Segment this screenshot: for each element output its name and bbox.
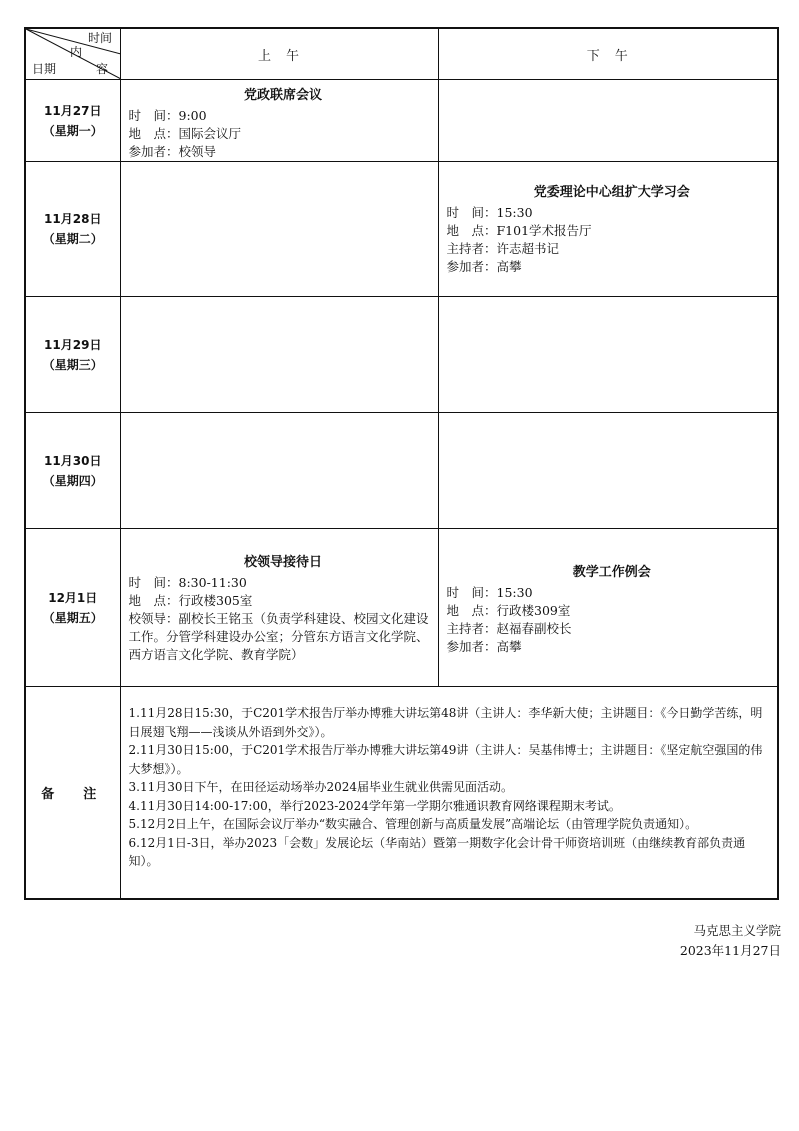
weekday-label: （星期一） [42, 123, 103, 138]
weekday-label: （星期五） [42, 610, 103, 625]
date-label: 11月28日 [44, 212, 102, 226]
issue-date: 2023年11月27日 [679, 943, 781, 958]
issuing-organization: 马克思主义学院 [693, 923, 781, 938]
afternoon-cell [438, 413, 778, 529]
diagonal-header-cell [25, 28, 120, 80]
event-location: 地 点：F101学术报告厅 [446, 223, 592, 238]
event-location: 地 点：行政楼305室 [128, 593, 253, 608]
day-row [25, 297, 778, 413]
event-time: 时 间：8:30-11:30 [128, 575, 247, 590]
event-attendees: 参加者：高攀 [446, 639, 522, 654]
event-time: 时 间：9:00 [128, 108, 207, 123]
date-cell [25, 529, 120, 687]
morning-cell [120, 162, 438, 297]
event-title: 党委理论中心组扩大学习会 [533, 185, 690, 200]
event-attendees: 参加者：高攀 [446, 259, 522, 274]
afternoon-header: 下 午 [438, 28, 778, 80]
header-row [25, 28, 778, 80]
day-row [25, 162, 778, 297]
event-host: 主持者：许志超书记 [446, 241, 560, 256]
diag-date-label: 日期 [32, 62, 57, 76]
day-row [25, 529, 778, 687]
diag-content-label-1: 内 [70, 45, 83, 59]
event-title: 教学工作例会 [572, 565, 651, 580]
weekday-label: （星期二） [42, 232, 103, 246]
note-item: 6.12月1日-3日，举办2023「会数」发展论坛（华南站）暨第一期数字化会计骨干师资培训班（由继续教育部负责通知）。 [128, 835, 746, 868]
notes-row [25, 687, 778, 899]
event-title: 校领导接待日 [243, 555, 322, 570]
note-item: 3.11月30日下午，在田径运动场举办2024届毕业生就业供需见面活动。 [128, 780, 514, 794]
event-location: 地 点：国际会议厅 [128, 126, 242, 141]
morning-cell [120, 413, 438, 529]
afternoon-cell [438, 297, 778, 413]
morning-header: 上 午 [120, 28, 438, 80]
note-item: 2.11月30日15:00，于C201学术报告厅举办博雅大讲坛第49讲（主讲人：吴基伟博士；主讲题目：《坚定航空强国的伟大梦想》）。 [128, 743, 763, 776]
date-label: 11月29日 [44, 337, 102, 352]
date-label: 11月30日 [44, 453, 102, 468]
event-leader: 校领导：副校长王铭玉（负责学科建设、校园文化建设工作。分管学科建设办公室；分管东方语言文化学院、西方语言文化学院、教育学院） [128, 611, 429, 662]
day-row [25, 80, 778, 162]
note-item: 4.11月30日14:00-17:00，举行2023-2024学年第一学期尔雅通识教育网络课程期末考试。 [128, 798, 621, 813]
event-host: 主持者：赵福春副校长 [446, 621, 572, 636]
event-attendees: 参加者：校领导 [128, 144, 217, 159]
note-item: 5.12月2日上午，在国际会议厅举办“数实融合、管理创新与高质量发展”高端论坛（由管理学院负责通知）。 [128, 817, 698, 831]
event-time: 时 间：15:30 [446, 585, 533, 600]
afternoon-cell [438, 162, 778, 297]
weekday-label: （星期三） [42, 357, 103, 372]
morning-cell [120, 297, 438, 413]
notes-label: 备 注 [25, 687, 120, 899]
signature-block [680, 921, 781, 961]
diag-content-label-2: 容 [96, 62, 109, 76]
date-cell [25, 297, 120, 413]
morning-cell [120, 529, 438, 687]
event-title: 党政联席会议 [243, 88, 322, 103]
afternoon-cell [438, 80, 778, 162]
note-item: 1.11月28日15:30，于C201学术报告厅举办博雅大讲坛第48讲（主讲人：李华新大使；主讲题目：《今日勤学苦练，明日展翅飞翔——浅谈从外语到外交》）。 [128, 706, 763, 739]
diag-time-label: 时间 [88, 31, 113, 45]
morning-cell [120, 80, 438, 162]
date-cell [25, 80, 120, 162]
date-cell [25, 413, 120, 529]
date-label: 11月27日 [44, 103, 102, 118]
weekday-label: （星期四） [42, 473, 103, 488]
notes-cell [120, 687, 778, 899]
afternoon-cell [438, 529, 778, 687]
day-row [25, 413, 778, 529]
date-cell [25, 162, 120, 297]
date-label: 12月1日 [48, 590, 98, 605]
event-time: 时 间：15:30 [446, 205, 533, 220]
schedule-table [24, 27, 779, 900]
event-location: 地 点：行政楼309室 [446, 603, 571, 618]
